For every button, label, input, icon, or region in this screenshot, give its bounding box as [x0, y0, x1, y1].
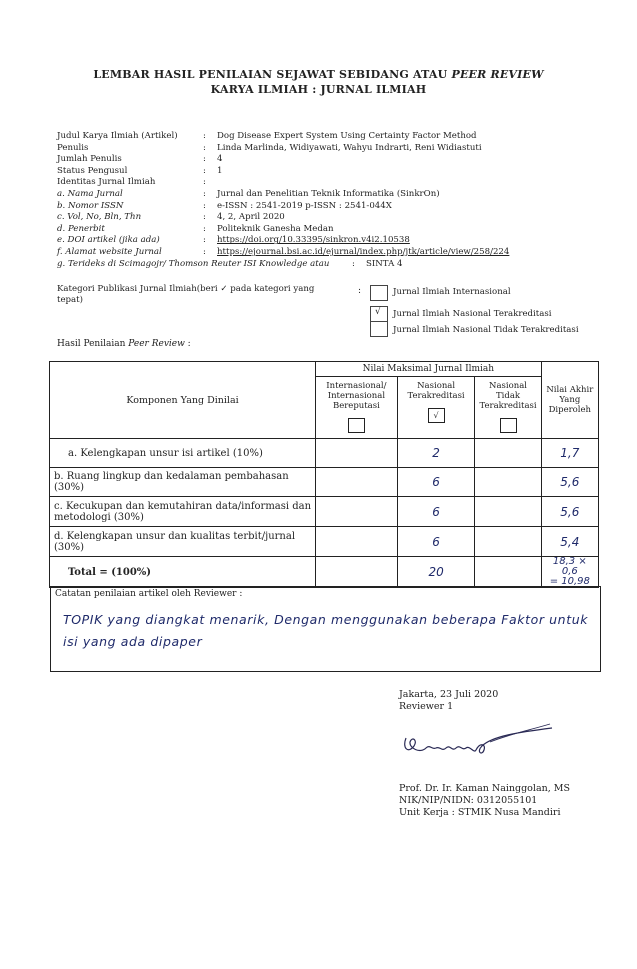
- reviewer-notes-text: TOPIK yang diangkat menarik, Dengan menggunakan beberapa Faktor untuk isi yang ada dipaper: [63, 612, 589, 649]
- nasional-checkbox[interactable]: √: [428, 408, 445, 423]
- hasil-penilaian-label: Hasil Penilaian Peer Review :: [57, 339, 191, 349]
- kategori-label-internasional: Jurnal Ilmiah Internasional: [393, 287, 511, 297]
- meta-row-penulis: Penulis : Linda Marlinda, Widiyawati, Wahyu Indrarti, Reni Widiastuti: [57, 142, 482, 153]
- table-row: d. Kelengkapan unsur dan kualitas terbit/jurnal (30%) 6 5,4: [50, 527, 599, 557]
- sign-place-date: Jakarta, 23 Juli 2020: [399, 689, 499, 700]
- score-nasional: 2: [397, 439, 475, 468]
- reviewer-signature: [400, 718, 560, 762]
- tidak-terakreditasi-checkbox[interactable]: [500, 418, 517, 433]
- score-akhir: 5,4: [541, 527, 598, 557]
- score-nasional: 6: [397, 468, 475, 497]
- reviewer-notes-label: Catatan penilaian artikel oleh Reviewer :: [55, 589, 243, 599]
- header-nilai-akhir: Nilai Akhir Yang Diperoleh: [541, 362, 598, 439]
- article-metadata: [57, 131, 509, 270]
- kategori-checkbox-nasional-terakreditasi[interactable]: √: [370, 306, 388, 322]
- sign-name: Prof. Dr. Ir. Kaman Nainggolan, MS: [399, 783, 570, 794]
- sign-nik: NIK/NIP/NIDN: 0312055101: [399, 795, 538, 806]
- header-nasional-tidak: Nasional Tidak Terakreditasi: [475, 377, 541, 439]
- form-title-line2: KARYA ILMIAH : JURNAL ILMIAH: [210, 83, 427, 96]
- kategori-label: Kategori Publikasi Jurnal Ilmiah(beri ✓ pada kategori yang tepat): [57, 284, 315, 306]
- meta-row-penerbit: d. Penerbit : Politeknik Ganesha Medan: [57, 223, 334, 234]
- score-akhir: 1,7: [541, 439, 598, 468]
- meta-row-nama-jurnal: a. Nama Jurnal : Jurnal dan Penelitian Teknik Informatika (SinkrOn): [57, 188, 440, 199]
- table-row: c. Kecukupan dan kemutahiran data/informasi dan metodologi (30%) 6 5,6: [50, 497, 599, 527]
- score-akhir: 5,6: [541, 497, 598, 527]
- meta-row-doi: e. DOI artikel (jika ada) : https://doi.org/10.33395/sinkron.v4i2.10538: [57, 235, 410, 246]
- form-title-line1: [0, 68, 637, 81]
- header-komponen: Komponen Yang Dinilai: [50, 362, 316, 439]
- title-main-text: LEMBAR HASIL PENILAIAN SEJAWAT SEBIDANG ATAU: [93, 68, 452, 81]
- score-akhir: 5,6: [541, 468, 598, 497]
- score-nasional: 6: [397, 497, 475, 527]
- meta-row-identitas: Identitas Jurnal Ilmiah :: [57, 177, 206, 188]
- internasional-checkbox[interactable]: [348, 418, 365, 433]
- meta-row-terindeks: g. Terideks di Scimagojr/ Thomson Reuter ISI Knowledge atau : SINTA 4: [57, 258, 403, 269]
- table-row: a. Kelengkapan unsur isi artikel (10%) 2 1,7: [50, 439, 599, 468]
- meta-row-vol: c. Vol, No, Bln, Thn : 4, 2, April 2020: [57, 212, 285, 223]
- table-row: b. Ruang lingkup dan kedalaman pembahasan (30%) 6 5,6: [50, 468, 599, 497]
- kategori-label-nasional-terakreditasi: Jurnal Ilmiah Nasional Terakreditasi: [393, 309, 552, 319]
- meta-row-alamat: f. Alamat website Jurnal : https://ejournal.bsi.ac.id/ejurnal/index.php/jtk/article/view/258/224: [57, 246, 510, 257]
- kategori-label-nasional-tidak: Jurnal Ilmiah Nasional Tidak Terakreditasi: [393, 325, 579, 335]
- score-nasional: 6: [397, 527, 475, 557]
- reviewer-notes-box: [50, 586, 601, 672]
- scoring-table: [49, 361, 599, 588]
- total-akhir: 18,3 × 0,6 = 10,98: [541, 557, 598, 588]
- meta-row-judul: Judul Karya Ilmiah (Artikel) : Dog Disease Expert System Using Certainty Factor Method: [57, 131, 477, 141]
- total-nasional: 20: [397, 557, 475, 588]
- table-total-row: Total = (100%) 20 18,3 × 0,6 = 10,98: [50, 557, 599, 588]
- sign-role: Reviewer 1: [399, 701, 454, 712]
- title-italic-text: PEER REVIEW: [451, 68, 544, 81]
- kategori-checkbox-nasional-tidak[interactable]: [370, 322, 388, 337]
- kategori-colon: :: [358, 286, 362, 296]
- header-nilai-maksimal: Nilai Maksimal Jurnal Ilmiah: [316, 362, 542, 377]
- sign-unit: Unit Kerja : STMIK Nusa Mandiri: [399, 807, 561, 818]
- header-nasional-terakreditasi: Nasional Terakreditasi √: [397, 377, 475, 439]
- journal-website-link[interactable]: https://ejournal.bsi.ac.id/ejurnal/index.php/jtk/article/view/258/224: [217, 246, 510, 257]
- doi-link[interactable]: https://doi.org/10.33395/sinkron.v4i2.10538: [217, 235, 410, 246]
- header-internasional: Internasional/ Internasional Bereputasi: [316, 377, 398, 439]
- meta-row-status: Status Pengusul : 1: [57, 165, 223, 176]
- kategori-checkbox-internasional[interactable]: [370, 285, 388, 301]
- meta-row-issn: b. Nomor ISSN : e-ISSN : 2541-2019 p-ISSN : 2541-044X: [57, 200, 392, 211]
- meta-row-jumlah: Jumlah Penulis : 4: [57, 154, 223, 165]
